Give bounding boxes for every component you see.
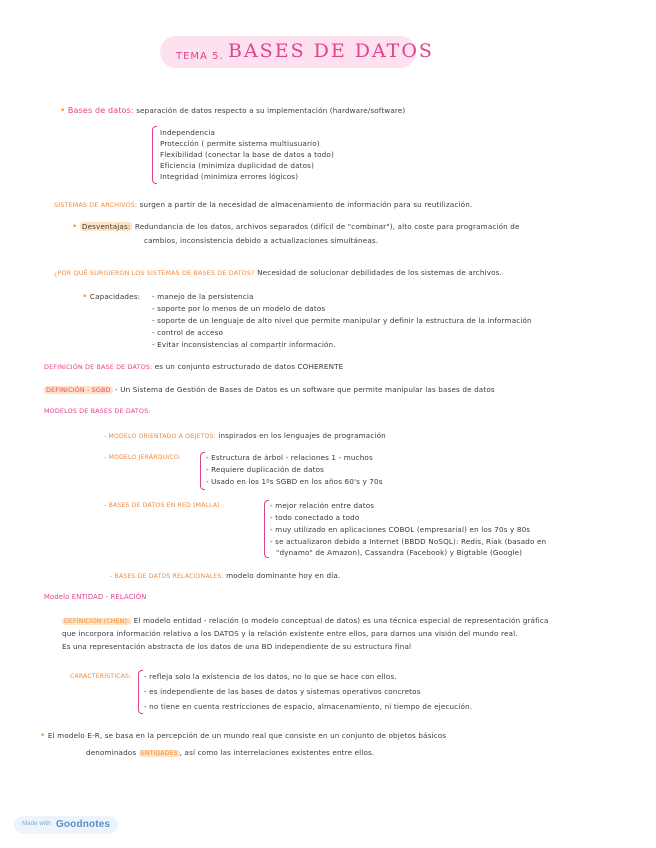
er-final-line-1 bbox=[40, 731, 446, 741]
badge-brand: Goodnotes bbox=[56, 819, 111, 830]
section-por-que bbox=[54, 268, 502, 277]
def-bd-label: DEFINICIÓN DE BASE DE DATOS: bbox=[44, 363, 153, 371]
brace-bd bbox=[152, 126, 157, 184]
red-label: - BASES DE DATOS EN RED (MALLA) bbox=[104, 502, 220, 509]
page-title: BASES DE DATOS bbox=[228, 40, 434, 62]
car-item: - refleja solo la existencia de los datos, no lo que se hace con ellos. bbox=[144, 672, 397, 681]
bullet-icon: • bbox=[60, 106, 66, 116]
goodnotes-badge bbox=[14, 816, 118, 834]
entidades-label: ENTIDADES bbox=[140, 750, 178, 757]
bullet-icon: • bbox=[82, 292, 88, 302]
desventajas-line-2: cambios, inconsistencia debido a actualizaciones simultáneas. bbox=[144, 236, 379, 245]
jerarquico-label: - MODELO JERÁRQUICO: bbox=[104, 454, 181, 461]
red-item: - todo conectado a todo bbox=[270, 513, 360, 522]
brace-jerarquico bbox=[200, 452, 205, 490]
desventajas-row bbox=[72, 222, 520, 232]
jer-item: - Estructura de árbol - relaciones 1 - muchos bbox=[206, 453, 373, 462]
jer-item: - Usado en los 1ºs SGBD en los años 60's y 70s bbox=[206, 477, 383, 486]
desventajas-line-1: Redundancia de los datos, archivos separados (difícil de "combinar"), alto coste para programación de bbox=[134, 222, 520, 231]
badge-made: Made with bbox=[22, 821, 51, 827]
er-def-label: DEFINICIÓN (CHEN): bbox=[64, 618, 130, 625]
er-def-line-1: El modelo entidad - relación (o modelo conceptual de datos) es una técnica especial de representación gráfica bbox=[133, 616, 549, 625]
section-bases-de-datos bbox=[60, 106, 405, 116]
def-sgbd-label: DEFINICIÓN - SGBD bbox=[46, 386, 111, 394]
def-bd-text: es un conjunto estructurado de datos COHERENTE bbox=[154, 362, 344, 371]
bullet-icon: • bbox=[72, 222, 78, 232]
er-heading: Modelo ENTIDAD - RELACIÓN bbox=[44, 593, 147, 601]
section-sistemas-archivos bbox=[54, 200, 472, 209]
capacidades-row bbox=[82, 292, 140, 302]
def-base-datos bbox=[44, 362, 343, 371]
red-item: - muy utilizado en aplicaciones COBOL (empresarial) en los 70s y 80s bbox=[270, 525, 531, 534]
er-definicion bbox=[62, 616, 549, 625]
sa-text: surgen a partir de la necesidad de almacenamiento de información para su reutilización. bbox=[139, 200, 473, 209]
def-sgbd-text: - Un Sistema de Gestión de Bases de Datos es un software que permite manipular las bases de datos bbox=[115, 385, 495, 394]
modelo-objetos bbox=[104, 431, 386, 440]
er-final-2c: , así como las interrelaciones existentes entre ellos. bbox=[179, 748, 375, 757]
bd-item: Flexibilidad (conectar la base de datos a todo) bbox=[160, 150, 334, 159]
modelos-label: MODELOS DE BASES DE DATOS: bbox=[44, 407, 151, 415]
def-sgbd bbox=[44, 385, 495, 394]
bd-item: Integridad (minimiza errores lógicos) bbox=[160, 172, 299, 181]
desventajas-label: Desventajas: bbox=[81, 222, 131, 231]
cap-item: - control de acceso bbox=[152, 328, 224, 337]
objetos-label: - MODELO ORIENTADO A OBJETOS: bbox=[104, 433, 216, 440]
caracteristicas-label: CARACTERÍSTICAS: bbox=[70, 673, 132, 680]
objetos-text: inspirados en los lenguajes de programación bbox=[218, 431, 386, 440]
cap-item: - manejo de la persistencia bbox=[152, 292, 254, 301]
bd-item: Protección ( permite sistema multiusuario) bbox=[160, 139, 320, 148]
modelo-relacional bbox=[110, 571, 340, 580]
bd-label: Bases de datos: bbox=[67, 106, 134, 115]
cap-item: - Evitar inconsistencias al compartir información. bbox=[152, 340, 336, 349]
porque-text: Necesidad de solucionar debilidades de los sistemas de archivos. bbox=[257, 268, 503, 277]
relacional-label: - BASES DE DATOS RELACIONALES: bbox=[110, 573, 224, 580]
er-final-2a: denominados bbox=[86, 748, 137, 757]
er-def-line-3: Es una representación abstracta de los datos de una BD independiente de su estructura final bbox=[62, 642, 412, 651]
er-def-line-2: que incorpora información relativa a los DATOS y la relación existente entre ellos, para darnos una visión del mundo real. bbox=[62, 629, 518, 638]
brace-caracteristicas bbox=[138, 670, 143, 714]
er-final-line-2 bbox=[86, 748, 374, 757]
bd-item: Eficiencia (minimiza duplicidad de datos) bbox=[160, 161, 315, 170]
car-item: - no tiene en cuenta restricciones de espacio, almacenamiento, ni tiempo de ejecución. bbox=[144, 702, 473, 711]
sa-label: SISTEMAS DE ARCHIVOS: bbox=[54, 201, 138, 209]
bd-item: Independencia bbox=[160, 128, 216, 137]
capacidades-label: Capacidades: bbox=[89, 292, 141, 301]
relacional-text: modelo dominante hoy en día. bbox=[226, 571, 341, 580]
car-item: - es independiente de las bases de datos y sistemas operativos concretos bbox=[144, 687, 421, 696]
cap-item: - soporte de un lenguaje de alto nivel que permite manipular y definir la estructura de la información bbox=[152, 316, 532, 325]
er-final-text: El modelo E-R, se basa en la percepción de un mundo real que consiste en un conjunto de objetos básicos bbox=[47, 731, 447, 740]
brace-red bbox=[264, 500, 269, 558]
title-prefix: TEMA 5. bbox=[176, 51, 224, 62]
porque-label: ¿POR QUÉ SURGIERON LOS SISTEMAS DE BASES DE DATOS? bbox=[54, 269, 255, 277]
cap-item: - soporte por lo menos de un modelo de datos bbox=[152, 304, 326, 313]
bullet-icon: • bbox=[40, 731, 46, 741]
red-item: - mejor relación entre datos bbox=[270, 501, 375, 510]
red-item: "dynamo" de Amazon), Cassandra (Facebook) y Bigtable (Google) bbox=[276, 548, 523, 557]
red-item: - se actualizaron debido a Internet (BBDD NoSQL): Redis, Riak (basado en bbox=[270, 537, 547, 546]
bd-text: separación de datos respecto a su implementación (hardware/software) bbox=[136, 106, 406, 115]
jer-item: - Requiere duplicación de datos bbox=[206, 465, 325, 474]
